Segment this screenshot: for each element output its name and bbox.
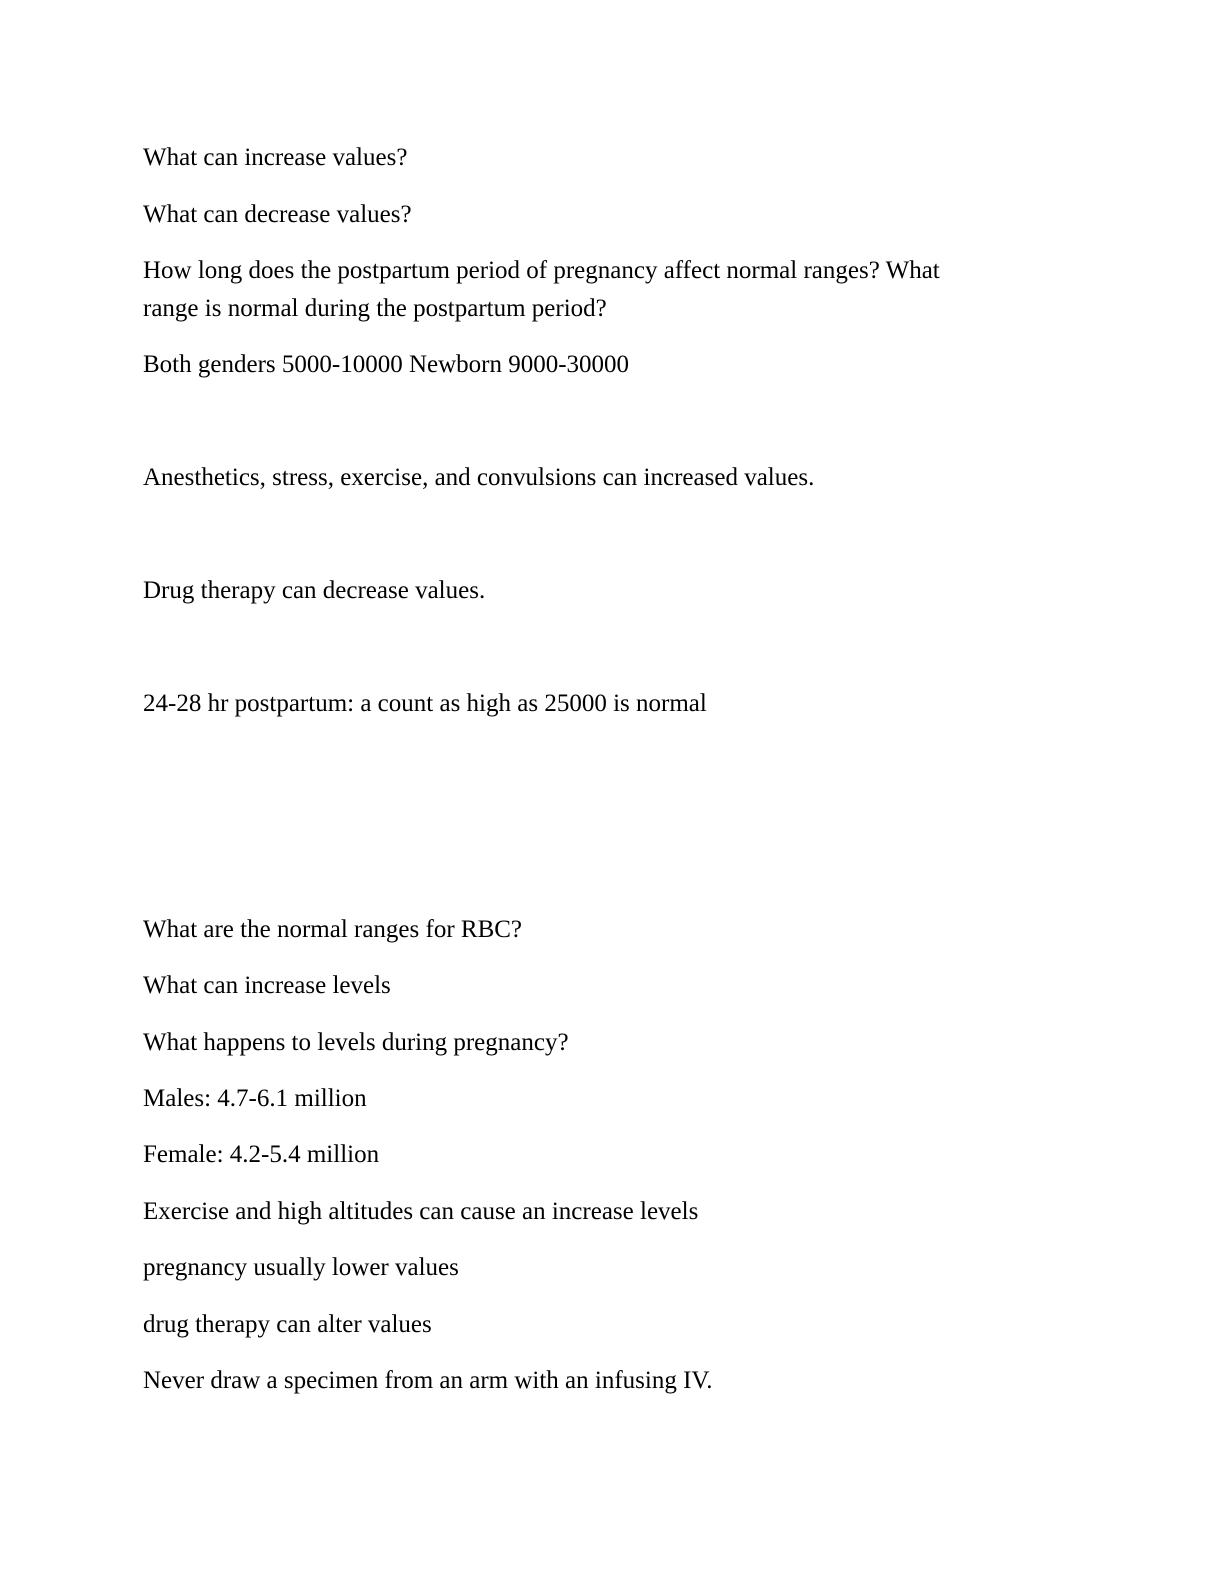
answer-rbc-increase: Exercise and high altitudes can cause an increase levels [143, 1198, 699, 1225]
wbc-normal-ranges: Both genders 5000-10000 Newborn 9000-30000 [143, 351, 630, 378]
answer-rbc-iv-warning: Never draw a specimen from an arm with an infusing IV. [143, 1367, 713, 1394]
question-postpartum-line-2: range is normal during the postpartum period? [143, 295, 607, 322]
question-decrease-values: What can decrease values? [143, 201, 412, 228]
answer-increase-values: Anesthetics, stress, exercise, and convulsions can increased values. [143, 464, 815, 491]
answer-rbc-drug-therapy: drug therapy can alter values [143, 1311, 432, 1338]
question-rbc-ranges: What are the normal ranges for RBC? [143, 916, 523, 943]
answer-decrease-values: Drug therapy can decrease values. [143, 577, 486, 604]
answer-rbc-males: Males: 4.7-6.1 million [143, 1085, 367, 1112]
question-postpartum-line-1: How long does the postpartum period of pregnancy affect normal ranges? What [143, 257, 940, 284]
question-rbc-increase: What can increase levels [143, 972, 391, 999]
answer-rbc-female: Female: 4.2-5.4 million [143, 1141, 380, 1168]
answer-postpartum: 24-28 hr postpartum: a count as high as 25000 is normal [143, 690, 707, 717]
question-rbc-pregnancy: What happens to levels during pregnancy? [143, 1029, 569, 1056]
answer-rbc-pregnancy: pregnancy usually lower values [143, 1254, 459, 1281]
question-increase-values: What can increase values? [143, 144, 408, 171]
